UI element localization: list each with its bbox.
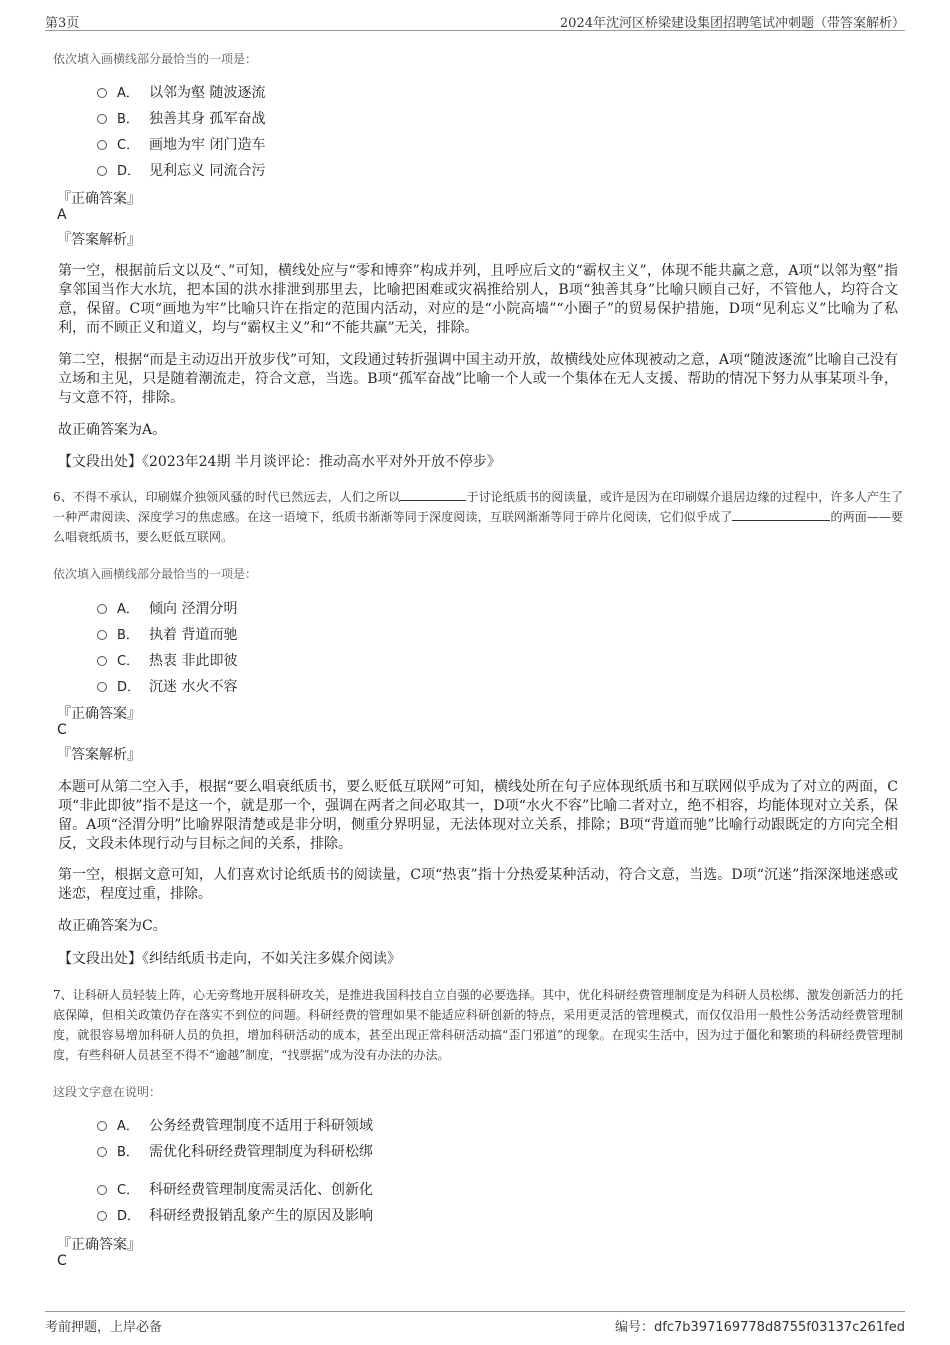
q6-option-d[interactable]: D． 沉迷 水火不容 [97, 676, 237, 696]
q5-analysis-label: 『答案解析』 [57, 232, 141, 248]
radio-icon[interactable] [97, 682, 107, 692]
radio-icon[interactable] [97, 114, 107, 124]
q6-analysis-paragraph: 第一空，根据文意可知，人们喜欢讨论纸质书的阅读量，C项“热衷”指十分热爱某种活动，符合文意，当选。D项“沉迷”指深深地迷惑或迷恋，程度过重，排除。 [58, 867, 898, 902]
q5-option-a[interactable]: A． 以邻为壑 随波逐流 [97, 82, 265, 102]
radio-icon[interactable] [97, 1121, 107, 1131]
q6-answer-label: 『正确答案』 [57, 706, 141, 722]
q7-option-c[interactable]: C． 科研经费管理制度需灵活化、创新化 [97, 1179, 373, 1199]
q5-answer: A [57, 207, 67, 223]
page-header [45, 10, 905, 31]
q6-answer: C [57, 722, 67, 738]
q6-source: 【文段出处】《纠结纸质书走向，不如关注多媒介阅读》 [58, 951, 401, 967]
radio-icon[interactable] [97, 1211, 107, 1221]
q5-analysis-paragraph: 第一空，根据前后文以及“、”可知，横线处应与“零和博弈”构成并列，且呼应后文的“霸权主义”，体现不能共赢之意，A项“以邻为壑”指拿邻国当作大水坑，把本国的洪水排泄到那里去，比喻把困难或灾祸推给别人，B项“独善其身”比喻只顾自己好，不管他人，均符合文意，保留。C项“画地为牢”比喻只许在指定的范围内活动，对应的是“小院高墙”“小圈子”的贸易保护措施，D项“见利忘义”比喻为了私利，而不顾正义和道义，均与“霸权主义”和“不能共赢”无关，排除。 [58, 263, 898, 336]
radio-icon[interactable] [97, 630, 107, 640]
page-number: 第3页 [45, 16, 80, 31]
radio-icon[interactable] [97, 1185, 107, 1195]
q7-answer: C [57, 1253, 67, 1269]
footer-slogan: 考前押题，上岸必备 [45, 1320, 163, 1335]
q6-option-c[interactable]: C． 热衷 非此即彼 [97, 650, 237, 670]
document-code: 编号：dfc7b397169778d8755f03137c261fed [614, 1320, 905, 1335]
q6-option-b[interactable]: B． 执着 背道而驰 [97, 624, 237, 644]
radio-icon[interactable] [97, 140, 107, 150]
document-title: 2024年沈河区桥梁建设集团招聘笔试冲刺题（带答案解析） [559, 16, 905, 31]
q6-analysis-conclusion: 故正确答案为C。 [58, 918, 167, 934]
q7-answer-label: 『正确答案』 [57, 1237, 141, 1253]
fill-blank [400, 488, 466, 501]
q7-prompt: 这段文字意在说明： [53, 1085, 162, 1099]
q5-source: 【文段出处】《2023年24期 半月谈评论：推动高水平对外开放不停步》 [58, 454, 501, 470]
radio-icon[interactable] [97, 1147, 107, 1157]
page-footer [45, 1311, 905, 1338]
radio-icon[interactable] [97, 88, 107, 98]
q6-analysis-label: 『答案解析』 [57, 747, 141, 763]
radio-icon[interactable] [97, 604, 107, 614]
q5-answer-label: 『正确答案』 [57, 191, 141, 207]
q7-option-d[interactable]: D． 科研经费报销乱象产生的原因及影响 [97, 1205, 373, 1225]
q5-option-d[interactable]: D． 见利忘义 同流合污 [97, 160, 265, 180]
fill-blank [732, 508, 830, 521]
q7-option-b[interactable]: B． 需优化科研经费管理制度为科研松绑 [97, 1141, 373, 1161]
radio-icon[interactable] [97, 166, 107, 176]
q7-option-a[interactable]: A． 公务经费管理制度不适用于科研领域 [97, 1115, 373, 1135]
q7-stem: 7、让科研人员轻装上阵，心无旁骛地开展科研攻关，是推进我国科技自立自强的必要选择。其中，优化科研经费管理制度是为科研人员松绑、激发创新活力的托底保障，但相关政策仍存在落实不到位的问题。科研经费的管理如果不能适应科研创新的特点，采用更灵活的管理模式，而仅仅沿用一般性公务活动经费管理制度，就很容易增加科研人员的负担，增加科研活动的成本，甚至出现正常科研活动搞“歪门邪道”的现象。在现实生活中，因为过于僵化和繁琐的科研经费管理制度，有些科研人员甚至不得不“逾越”制度，“找票据”成为没有办法的办法。 [53, 988, 903, 1062]
q6-prompt: 依次填入画横线部分最恰当的一项是： [53, 567, 258, 581]
q5-option-b[interactable]: B． 独善其身 孤军奋战 [97, 108, 265, 128]
q6-option-a[interactable]: A． 倾向 泾渭分明 [97, 598, 237, 618]
q5-analysis-paragraph: 第二空，根据“而是主动迈出开放步伐”可知，文段通过转折强调中国主动开放，故横线处应体现被动之意，A项“随波逐流”比喻自己没有立场和主见，只是随着潮流走，符合文意，当选。B项“孤军奋战”比喻一个人或一个集体在无人支援、帮助的情况下努力从事某项斗争，与文意不符，排除。 [58, 352, 898, 406]
q5-prompt: 依次填入画横线部分最恰当的一项是： [53, 52, 258, 66]
q6-analysis-paragraph: 本题可从第二空入手，根据“要么唱衰纸质书，要么贬低互联网”可知，横线处所在句子应体现纸质书和互联网似乎成为了对立的两面，C项“非此即彼”指不是这一个，就是那一个，强调在两者之间必取其一，D项“水火不容”比喻二者对立，绝不相容，均能体现对立关系，保留。A项“泾渭分明”比喻界限清楚或是非分明，侧重分界明显，无法体现对立关系，排除；B项“背道而驰”比喻行动跟既定的方向完全相反，文段未体现行动与目标之间的关系，排除。 [58, 779, 898, 852]
radio-icon[interactable] [97, 656, 107, 666]
q6-stem: 6、不得不承认，印刷媒介独领风骚的时代已然远去，人们之所以 于讨论纸质书的阅读量，或许是因为在印刷媒介退居边缘的过程中，许多人产生了一种严肃阅读、深度学习的焦虑感。在这一语境下，纸质书渐渐等同于深度阅读，互联网渐渐等同于碎片化阅读，它们似乎成了 的两面——要么唱衰纸质书，要么贬低互联网。 [53, 490, 903, 544]
q5-analysis-conclusion: 故正确答案为A。 [58, 422, 167, 438]
q5-option-c[interactable]: C． 画地为牢 闭门造车 [97, 134, 265, 154]
